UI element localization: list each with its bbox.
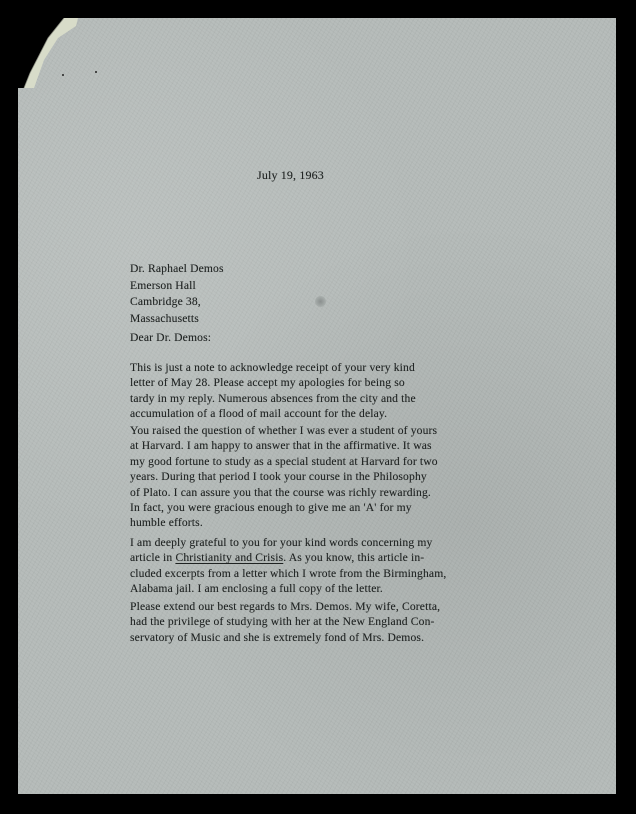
text-line: my good fortune to study as a special student at Harvard for two xyxy=(130,454,438,468)
text-line: You raised the question of whether I was ever a student of yours xyxy=(130,424,438,437)
text-line xyxy=(130,550,530,565)
address-line: Emerson Hall xyxy=(130,278,196,292)
text-line: humble efforts. xyxy=(130,516,203,530)
address-line: Massachusetts xyxy=(130,311,199,325)
recipient-address xyxy=(130,261,224,327)
paragraph-regards xyxy=(130,599,530,645)
text-line: In fact, you were gracious enough to give me an 'A' for my xyxy=(130,501,412,515)
torn-corner xyxy=(18,18,78,88)
address-line: Dr. Raphael Demos xyxy=(130,262,224,275)
text-line: had the privilege of studying with her at the New England Con- xyxy=(130,615,435,629)
text-line: years. During that period I took your course in the Philosophy xyxy=(130,470,427,484)
paragraph-article xyxy=(130,535,530,597)
text-line: tardy in my reply. Numerous absences from the city and the xyxy=(130,391,416,405)
text-line: accumulation of a flood of mail account for the delay. xyxy=(130,407,388,421)
dust-speck xyxy=(62,74,64,76)
text-line: at Harvard. I am happy to answer that in the affirmative. It was xyxy=(130,439,432,453)
text-line: This is just a note to acknowledge receipt of your very kind xyxy=(130,361,415,374)
text-line: of Plato. I can assure you that the course was richly rewarding. xyxy=(130,485,431,499)
text-line: cluded excerpts from a letter which I wrote from the Birmingham, xyxy=(130,566,447,580)
text-line: servatory of Music and she is extremely fond of Mrs. Demos. xyxy=(130,630,425,644)
paragraph-harvard xyxy=(130,423,530,531)
text-line: Alabama jail. I am enclosing a full copy of the letter. xyxy=(130,582,383,596)
article-title: Christianity and Crisis xyxy=(175,551,284,565)
salutation: Dear Dr. Demos: xyxy=(130,331,212,344)
letter-date: July 19, 1963 xyxy=(257,168,324,182)
text-line: I am deeply grateful to you for your kind words concerning my xyxy=(130,536,433,549)
text-line: Please extend our best regards to Mrs. Demos. My wife, Coretta, xyxy=(130,600,441,613)
text-fragment: article in xyxy=(130,551,176,565)
address-line: Cambridge 38, xyxy=(130,295,201,308)
text-fragment: . As you know, this article in- xyxy=(283,551,425,565)
paper-spot xyxy=(315,296,326,307)
paragraph-acknowledgement xyxy=(130,360,530,422)
text-line: letter of May 28. Please accept my apologies for being so xyxy=(130,376,405,390)
dust-speck xyxy=(95,71,97,73)
